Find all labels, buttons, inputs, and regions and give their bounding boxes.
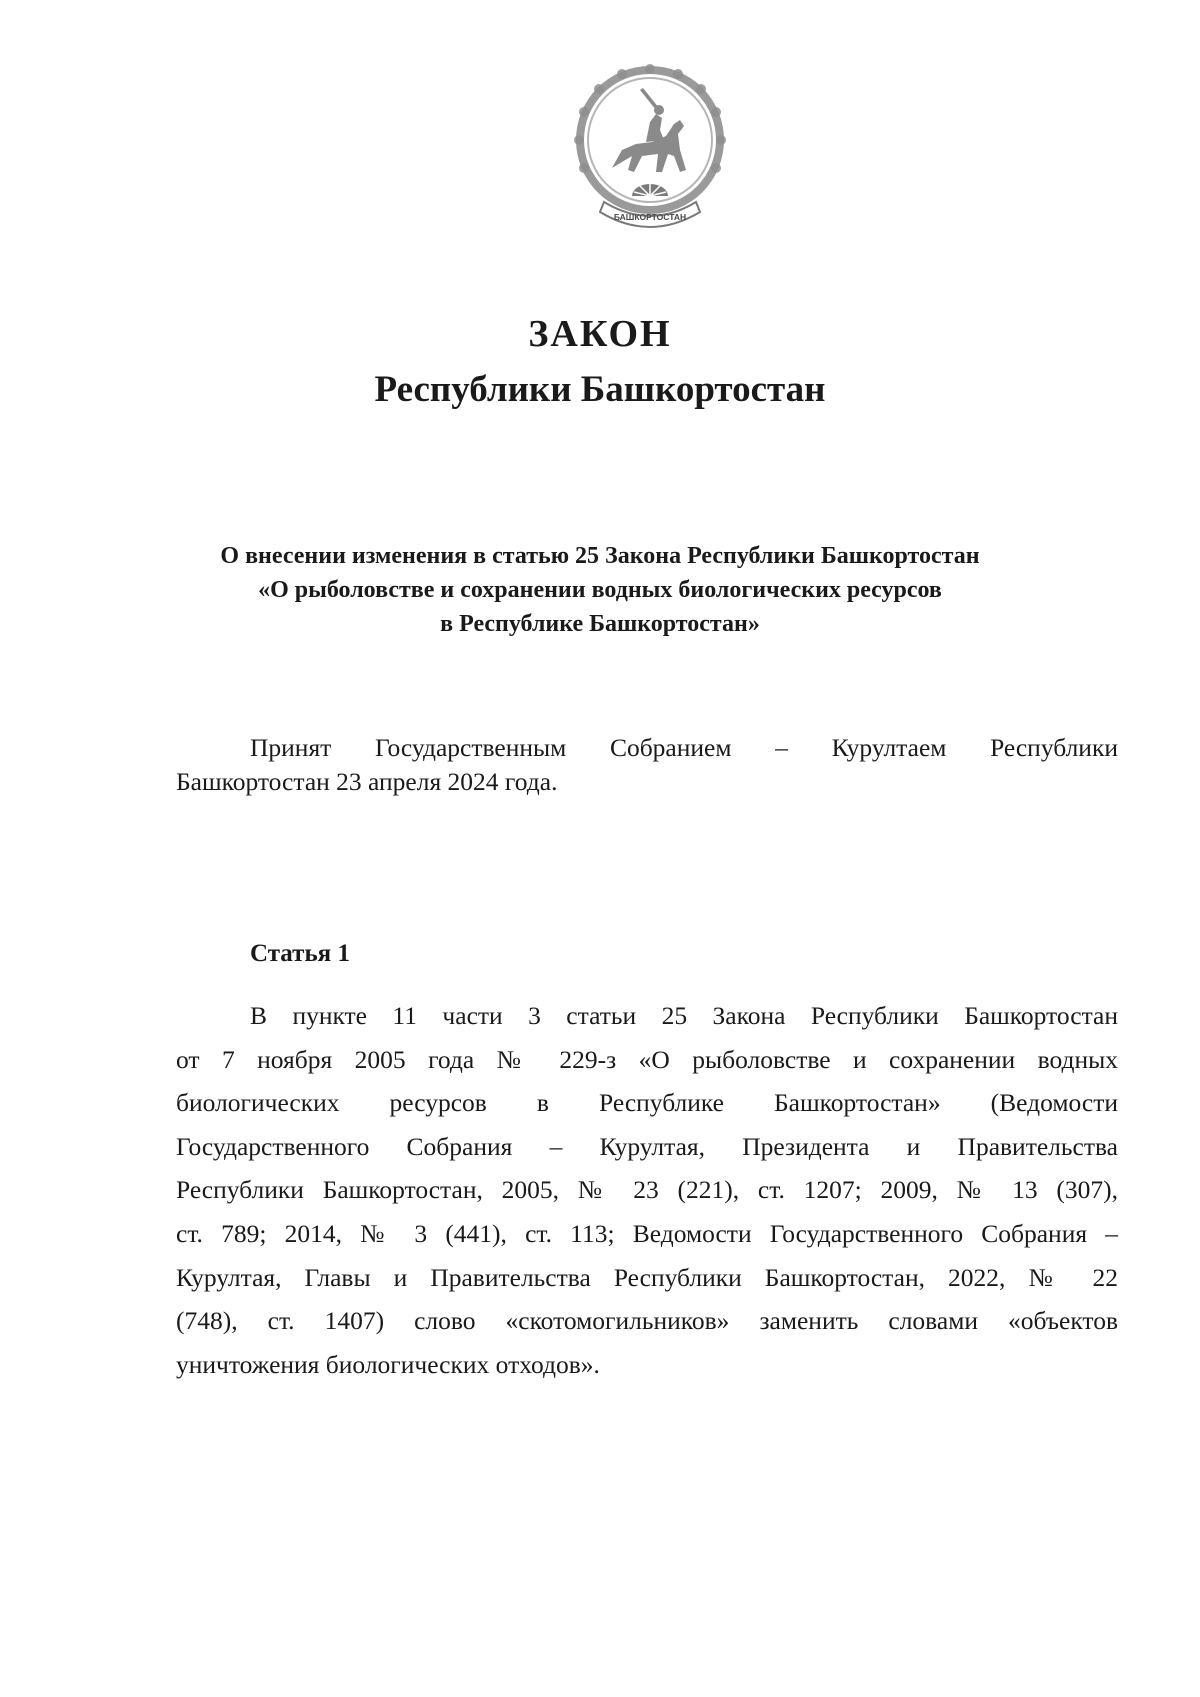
subject-line: О внесении изменения в статью 25 Закона Республики Башкортостан [220,543,980,569]
article-line: Республики Башкортостан, 2005, № 23 (221), ст. 1207; 2009, № 13 (307), [176,1175,1118,1205]
adoption-note [176,731,1118,799]
article-line: от 7 ноября 2005 года № 229-з «О рыболовстве и сохранении водных [176,1044,1118,1074]
article-body [176,994,1118,1386]
coat-of-arms-icon [570,60,730,250]
subject-line: в Республике Башкортостан» [440,611,760,637]
article-line: уничтожения биологических отходов». [176,1349,600,1379]
article-line: В пункте 11 части 3 статьи 25 Закона Республики Башкортостан [250,1001,1118,1030]
adoption-line: Башкортостан 23 апреля 2024 года. [176,767,558,796]
document-title: ЗАКОН [528,313,672,355]
article-heading: Статья 1 [250,940,350,967]
law-subject [120,539,1080,641]
document-subtitle: Республики Башкортостан [374,369,826,410]
article-line: ст. 789; 2014, № 3 (441), ст. 113; Ведомости Государственного Собрания – [176,1218,1118,1248]
adoption-line: Принят Государственным Собранием – Курултаем Республики [250,733,1118,762]
article-line: (748), ст. 1407) слово «скотомогильников» заменить словами «объектов [176,1306,1118,1336]
emblem-ribbon-text: БАШКОРТОСТАН [613,212,687,222]
article-line: Курултая, Главы и Правительства Республики Башкортостан, 2022, № 22 [176,1262,1118,1292]
article-line: биологических ресурсов в Республике Башкортостан» (Ведомости [176,1088,1118,1118]
article-line: Государственного Собрания – Курултая, Президента и Правительства [176,1131,1118,1161]
subject-line: «О рыболовстве и сохранении водных биологических ресурсов [258,577,942,603]
